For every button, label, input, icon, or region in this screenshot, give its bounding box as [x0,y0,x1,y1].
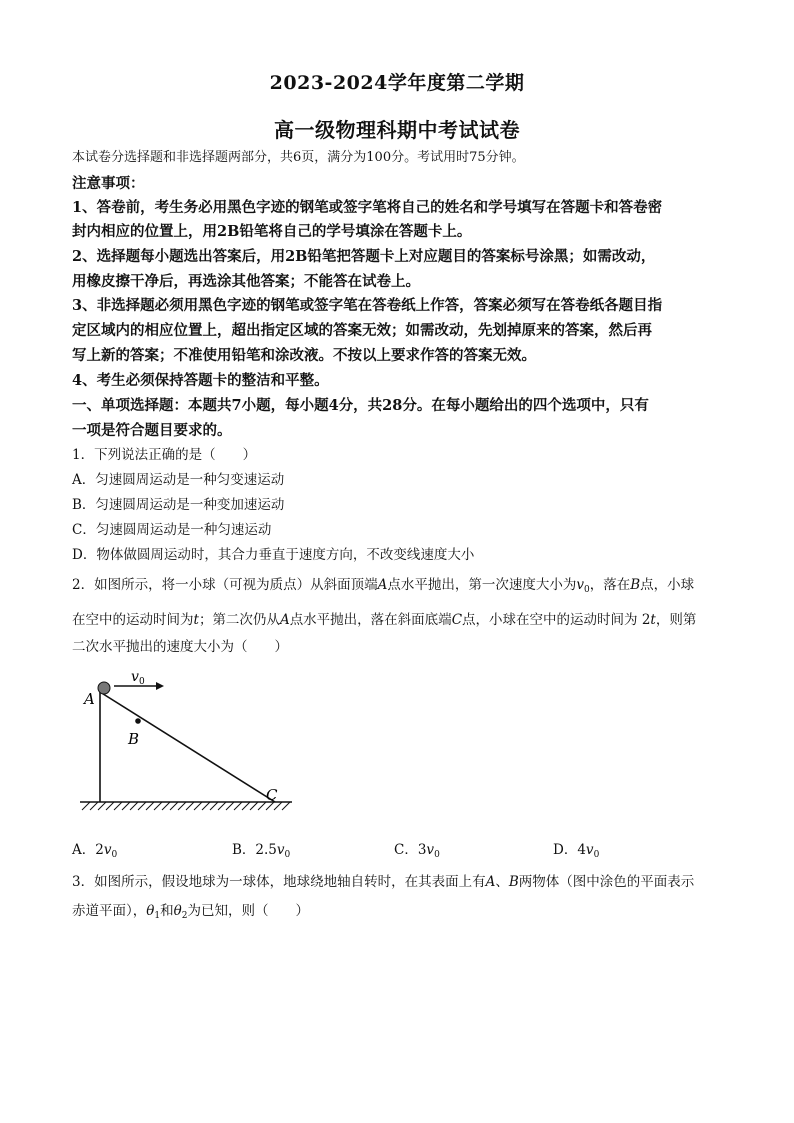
q1-option-b: B．匀速圆周运动是一种变加速运动 [72,497,285,513]
q2-velocity-subscript: 0 [583,585,590,595]
q3-object-b: B [508,874,519,890]
q2-text: 点，小球 [640,577,695,593]
q2-text: ，则第 [655,612,697,628]
v-symbol: v [585,842,594,858]
q3-text: 两物体（图中涂色的平面表示 [518,874,695,890]
q2-point-a: A [279,612,290,628]
q3-stem-line-1 [72,872,732,892]
incline-line [100,692,275,802]
v-symbol: v [276,842,285,858]
exam-term-title: 2023-2024学年度第二学期 [269,72,525,94]
q2-option-d-text: D．4 [553,842,586,858]
label-b: B [128,730,140,748]
q2-option-d [553,838,599,860]
section-1-heading-line-1: 一、单项选择题：本题共7小题，每小题4分，共28分。在每小题给出的四个选项中，只有 [72,397,649,414]
q3-text: 为已知，则（ ） [187,903,309,919]
theta-subscript-2: 2 [181,911,188,921]
q2-time-symbol: t [650,612,656,628]
note-1-line-2: 封内相应的位置上，用2B铅笔将自己的学号填涂在答题卡上。 [72,223,472,240]
q2-option-b-text: B．2.5 [232,842,277,858]
v-subscript: 0 [284,850,291,860]
note-2-line-2: 用橡皮擦干净后，再选涂其他答案；不能答在试卷上。 [72,273,420,290]
q1-stem: 1．下列说法正确的是（ ） [72,447,257,463]
q2-point-a: A [377,577,388,593]
label-v0-subscript: 0 [139,677,145,687]
label-c: C [266,786,278,804]
note-1-line-1: 1、答卷前，考生务必用黑色字迹的钢笔或签字笔将自己的姓名和学号填写在答题卡和答卷密 [72,199,663,216]
theta-subscript-1: 1 [154,911,161,921]
q2-point-b: B [630,577,641,593]
arrow-head [156,682,164,690]
q2-option-b [232,838,290,860]
q2-velocity-symbol: v [576,577,584,593]
note-4: 4、考生必须保持答题卡的整洁和平整。 [72,372,329,389]
v-subscript: 0 [111,850,118,860]
note-3-line-1: 3、非选择题必须用黑色字迹的钢笔或签字笔在答卷纸上作答，答案必须写在答卷纸各题目指 [72,297,663,314]
q2-incline-figure [70,664,310,820]
q3-text: 赤道平面）， [72,903,147,919]
q2-stem-line-2 [72,610,732,630]
note-3-line-3: 写上新的答案；不准使用铅笔和涂改液。不按以上要求作答的答案无效。 [72,347,536,364]
q1-option-a: A．匀速圆周运动是一种匀变速运动 [72,472,285,488]
q3-stem-line-2 [72,901,732,926]
q3-object-a: A [485,874,496,890]
exam-paper-title: 高一级物理科期中考试试卷 [274,118,520,142]
q2-text: 点水平抛出，落在斜面底端 [289,612,452,628]
note-2-line-1: 2、选择题每小题选出答案后，用2B铅笔把答题卡上对应题目的答案标号涂黑；如需改动， [72,248,656,265]
q2-stem-line-1 [72,575,732,600]
q3-text: 3．如图所示，假设地球为一球体，地球绕地轴自转时，在其表面上有 [72,874,486,890]
q2-text: 点，小球在空中的运动时间为 2 [462,612,651,628]
q2-text: ；第二次仍从 [198,612,280,628]
q2-option-a-text: A．2 [72,842,104,858]
v-subscript: 0 [593,850,600,860]
notes-heading: 注意事项： [72,175,145,192]
v-symbol: v [426,842,435,858]
label-v0: v [131,669,139,685]
ground-hatching [82,802,290,810]
q2-stem-line-3: 二次水平抛出的速度大小为（ ） [72,639,288,655]
point-b-dot [135,718,141,724]
exam-intro: 本试卷分选择题和非选择题两部分，共6页，满分为100分。考试用时75分钟。 [72,150,525,165]
q2-text: 在空中的运动时间为 [72,612,194,628]
q2-option-c-text: C．3 [394,842,427,858]
q2-text: 2．如图所示，将一小球（可视为质点）从斜面顶端 [72,577,378,593]
q1-option-c: C．匀速圆周运动是一种匀速运动 [72,522,272,538]
q2-option-a [72,838,117,860]
theta-symbol: θ [146,903,155,919]
ball [98,682,110,694]
q2-point-c: C [451,612,463,628]
q3-text: 和 [160,903,174,919]
q2-text: ，落在 [589,577,631,593]
q3-text: 、 [495,874,509,890]
q2-time-symbol: t [193,612,199,628]
label-a: A [84,690,95,708]
q1-option-d: D．物体做圆周运动时，其合力垂直于速度方向，不改变线速度大小 [72,547,475,563]
v-symbol: v [103,842,112,858]
theta-symbol: θ [173,903,182,919]
q2-option-c [394,838,440,860]
note-3-line-2: 定区域内的相应位置上，超出指定区域的答案无效；如需改动，先划掉原来的答案，然后再 [72,322,652,339]
v-subscript: 0 [434,850,440,860]
section-1-heading-line-2: 一项是符合题目要求的。 [72,422,232,439]
q2-text: 点水平抛出，第一次速度大小为 [387,577,577,593]
